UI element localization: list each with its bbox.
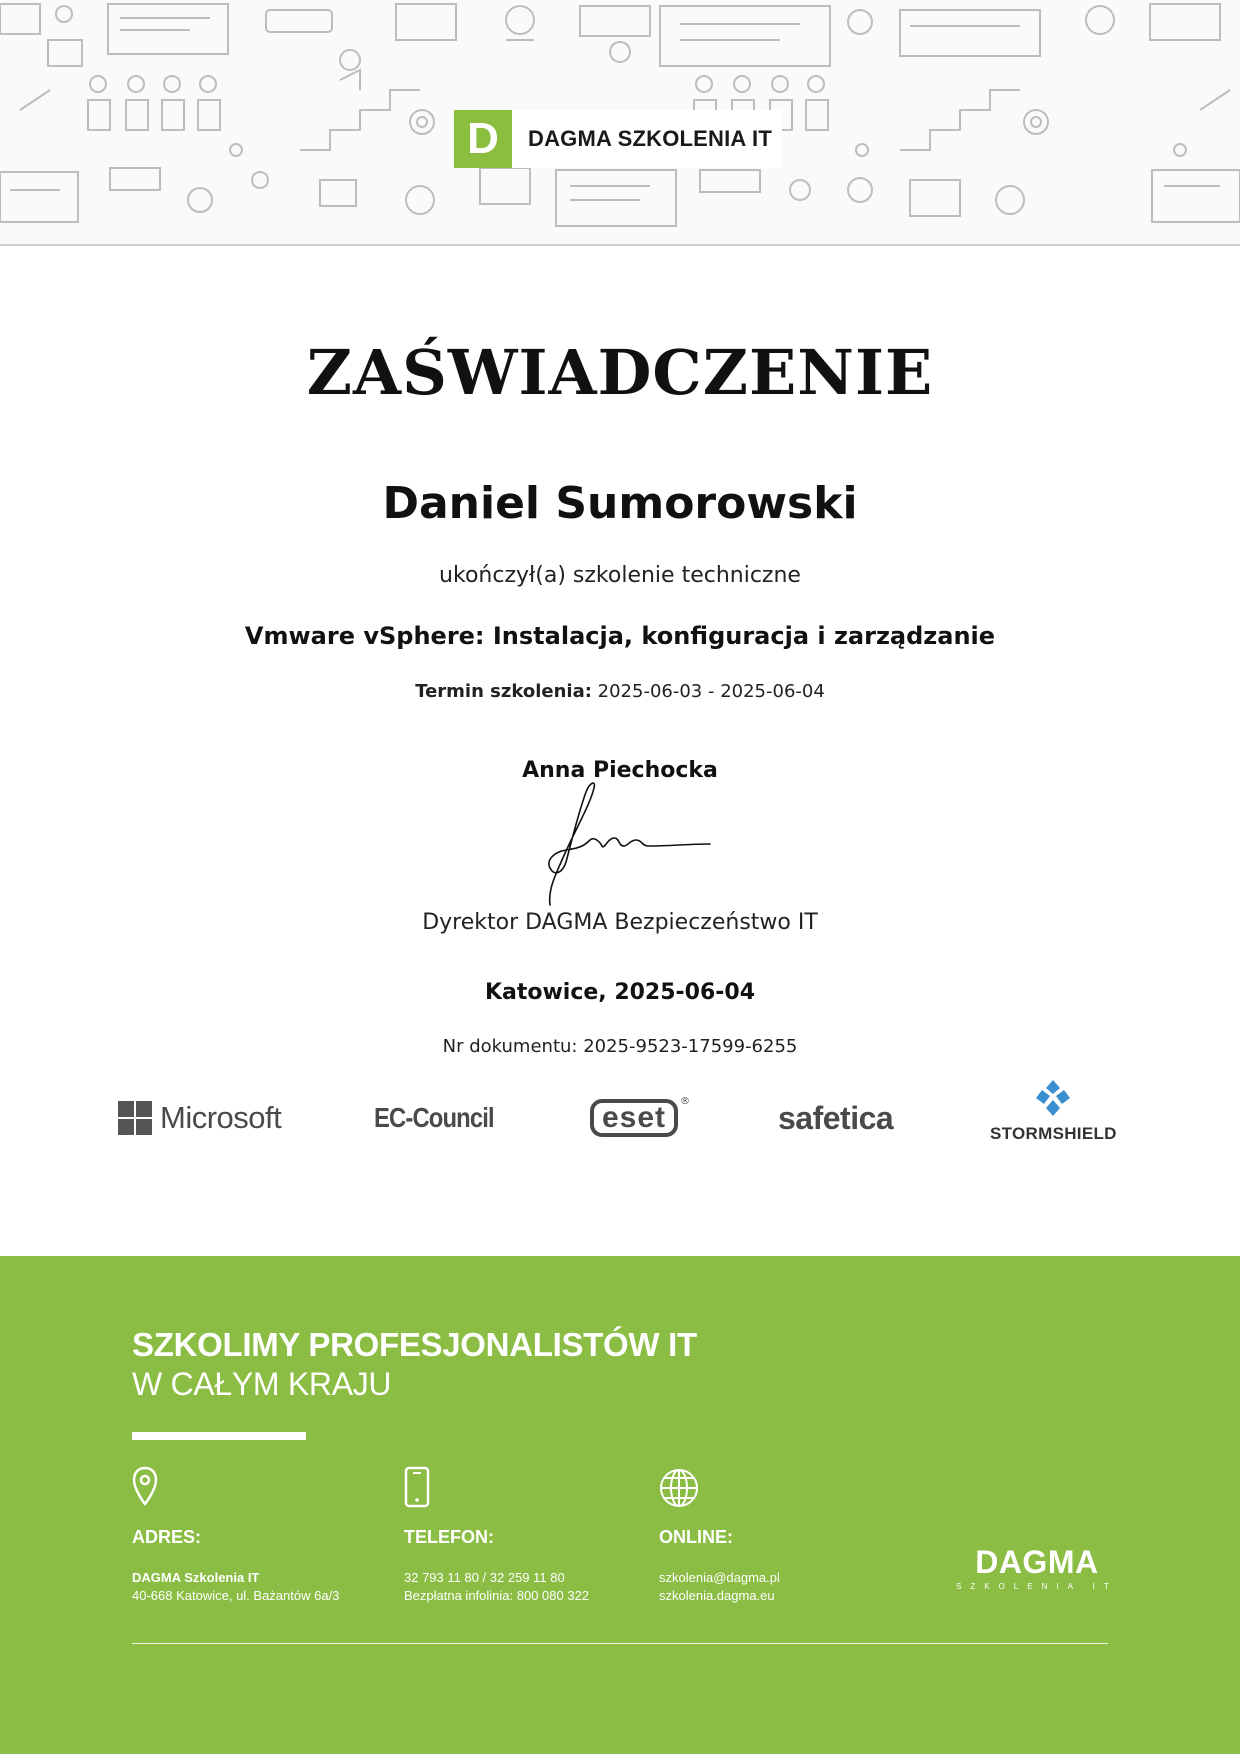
ec-council-logo: [374, 1084, 515, 1152]
microsoft-logo: [118, 1084, 281, 1152]
ec-council-wordmark: EC-Council: [374, 1102, 494, 1133]
safetica-wordmark: safetica: [778, 1099, 894, 1136]
certificate-title: ZAŚWIADCZENIE: [306, 336, 934, 409]
slogan-line-1: SZKOLIMY PROFESJONALISTÓW IT: [132, 1326, 697, 1363]
dagma-d-icon: [454, 110, 512, 168]
dagma-footer-wordmark: DAGMA: [975, 1544, 1099, 1580]
course-name: Vmware vSphere: Instalacja, konfiguracja i zarządzanie: [244, 622, 996, 650]
phone-column: [404, 1466, 589, 1603]
footer-divider: [132, 1643, 1108, 1644]
footer-contact-panel: [0, 1256, 1240, 1754]
signer-role: Dyrektor DAGMA Bezpieczeństwo IT: [422, 910, 818, 935]
phone-hotline: Bezpłatna infolinia: 800 080 322: [404, 1588, 590, 1603]
globe-icon: [659, 1466, 703, 1510]
address-heading: ADRES:: [132, 1527, 202, 1547]
location-pin-icon: [132, 1466, 158, 1510]
header-banner: [0, 0, 1240, 246]
eset-registered-mark: ®: [680, 1096, 691, 1107]
address-column: [132, 1466, 339, 1603]
brand-name: DAGMA SZKOLENIA IT: [528, 126, 772, 151]
online-column: [659, 1466, 780, 1603]
participant-name: Daniel Sumorowski: [382, 478, 858, 529]
term-label: Termin szkolenia:: [415, 681, 592, 702]
address-street: 40-668 Katowice, ul. Bażantów 6a/3: [132, 1588, 340, 1603]
phone-numbers: 32 793 11 80 / 32 259 11 80: [404, 1570, 565, 1585]
handwritten-signature: [520, 780, 720, 910]
stormshield-emblem-icon: [1030, 1080, 1076, 1120]
phone-heading: TELEFON:: [404, 1527, 494, 1547]
microsoft-grid-icon: [118, 1101, 152, 1135]
microsoft-wordmark: Microsoft: [160, 1100, 282, 1135]
eset-wordmark: eset: [590, 1099, 678, 1137]
dagma-szkolenia-logo: [454, 110, 782, 168]
signer-name: Anna Piechocka: [522, 758, 718, 783]
smartphone-icon: [404, 1466, 430, 1510]
slogan-line-2: W CAŁYM KRAJU: [132, 1366, 392, 1402]
safetica-logo: [778, 1084, 893, 1152]
eset-logo: [590, 1084, 690, 1152]
term-value: 2025-06-03 - 2025-06-04: [597, 681, 825, 702]
online-heading: ONLINE:: [659, 1527, 733, 1547]
online-email[interactable]: szkolenia@dagma.pl: [659, 1570, 780, 1585]
completion-statement: ukończył(a) szkolenie techniczne: [439, 563, 801, 588]
address-company: DAGMA Szkolenia IT: [132, 1570, 260, 1585]
stormshield-wordmark: STORMSHIELD: [990, 1124, 1117, 1143]
logo-letter: D: [467, 114, 499, 163]
document-number: Nr dokumentu: 2025-9523-17599-6255: [442, 1036, 798, 1057]
place-and-date: Katowice, 2025-06-04: [484, 980, 756, 1005]
training-term: [0, 681, 1240, 702]
online-website[interactable]: szkolenia.dagma.eu: [659, 1588, 775, 1603]
stormshield-logo: [990, 1080, 1117, 1160]
dagma-footer-logo: [956, 1546, 1118, 1591]
dagma-footer-subtitle: SZKOLENIA IT: [956, 1582, 1118, 1591]
slogan-underline: [132, 1432, 306, 1440]
